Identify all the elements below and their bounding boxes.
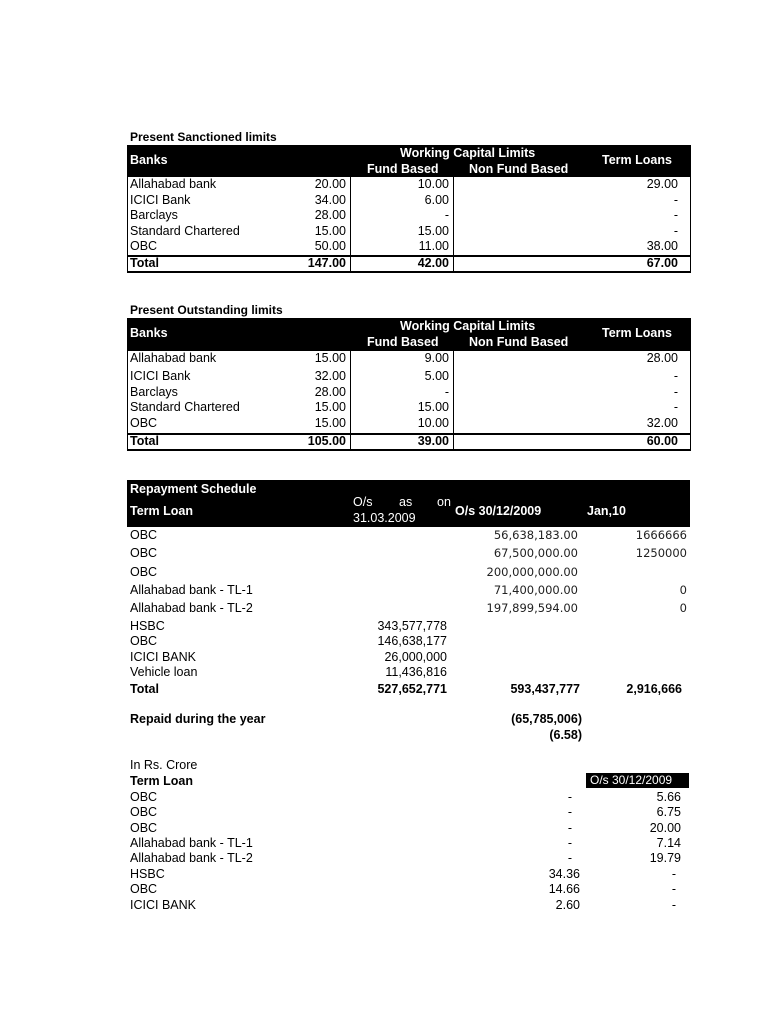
loan-name: OBC xyxy=(130,565,158,579)
col-term-loans: Term Loans xyxy=(602,326,672,340)
term-loan-value: 38.00 xyxy=(646,239,678,253)
col-fund-based: Fund Based xyxy=(367,162,439,176)
os-december-value: 19.79 xyxy=(649,851,681,865)
table-row xyxy=(127,193,689,209)
col-working-capital: Working Capital Limits xyxy=(400,146,536,160)
loan-name: ICICI BANK xyxy=(130,650,196,664)
col-os-label-a: O/s xyxy=(353,495,373,509)
col-non-fund-based: Non Fund Based xyxy=(469,162,569,176)
os-march-value: 11,436,816 xyxy=(385,665,447,679)
table-row xyxy=(130,582,690,598)
fund-based-value: 28.00 xyxy=(314,384,346,399)
loan-name: Allahabad bank - TL-2 xyxy=(130,601,253,615)
os-march-value: 146,638,177 xyxy=(377,634,447,648)
table-row xyxy=(127,369,689,385)
table-row xyxy=(130,649,690,665)
repaid-crore-value: (6.58) xyxy=(549,728,582,742)
non-fund-based-total: 39.00 xyxy=(417,434,449,448)
os-december-value: - xyxy=(671,867,676,881)
loan-name: Allahabad bank - TL-2 xyxy=(130,851,253,865)
term-loan-value: - xyxy=(673,369,678,383)
os-march-value: - xyxy=(567,836,572,850)
os-march-value: - xyxy=(567,821,572,835)
bank-name: ICICI Bank xyxy=(130,369,191,383)
unit-label: In Rs. Crore xyxy=(130,758,198,772)
col-os-december: O/s 30/12/2009 xyxy=(586,773,689,788)
total-row xyxy=(127,256,689,272)
outstanding-table xyxy=(127,318,691,451)
non-fund-based-value: - xyxy=(444,384,449,399)
os-december-value: 7.14 xyxy=(656,836,681,850)
term-loan-value: - xyxy=(673,400,678,414)
bank-name: ICICI Bank xyxy=(130,192,191,207)
loan-name: OBC xyxy=(130,790,158,804)
jan-value: 1250000 xyxy=(635,546,687,560)
term-loan-value: 28.00 xyxy=(646,351,678,365)
non-fund-based-value: 10.00 xyxy=(417,177,449,191)
loan-name: Vehicle loan xyxy=(130,665,198,679)
col-os-label-b: as xyxy=(399,495,413,509)
col-term-loans: Term Loans xyxy=(602,153,672,167)
table-row xyxy=(127,351,689,367)
col-banks: Banks xyxy=(130,326,168,340)
repaid-value: (65,785,006) xyxy=(511,712,582,726)
total-row xyxy=(130,681,690,697)
col-non-fund-based: Non Fund Based xyxy=(469,335,569,349)
os-december-value: 200,000,000.00 xyxy=(486,565,578,579)
sanctioned-table xyxy=(127,145,691,273)
non-fund-based-value: 11.00 xyxy=(418,239,449,253)
fund-based-value: 34.00 xyxy=(314,192,346,207)
outstanding-body xyxy=(127,351,691,451)
loan-name: HSBC xyxy=(130,619,165,633)
bank-name: Standard Chartered xyxy=(130,400,240,414)
col-term-loan: Term Loan xyxy=(130,504,193,518)
unit-row xyxy=(130,757,690,773)
non-fund-based-value: 15.00 xyxy=(417,223,449,238)
total-label: Total xyxy=(130,682,159,696)
table-row xyxy=(127,385,689,401)
fund-based-value: 15.00 xyxy=(314,416,346,430)
jan-value: 0 xyxy=(679,601,687,615)
os-december-value: 6.75 xyxy=(656,805,681,819)
loan-name: HSBC xyxy=(130,867,165,881)
bank-name: Barclays xyxy=(130,208,178,222)
term-loan-value: 32.00 xyxy=(646,416,678,430)
jan-value: 1666666 xyxy=(635,528,687,542)
loan-name: OBC xyxy=(130,546,158,560)
os-march-value: 2.60 xyxy=(555,898,580,912)
non-fund-based-value: 15.00 xyxy=(417,400,449,414)
table-row xyxy=(127,239,689,255)
os-march-value: 26,000,000 xyxy=(384,650,447,664)
fund-based-value: 50.00 xyxy=(314,239,346,253)
table-row xyxy=(130,789,690,805)
table-row xyxy=(130,820,690,836)
term-loan-total: 60.00 xyxy=(646,434,678,448)
crore-header-row xyxy=(130,773,690,789)
col-os-december: O/s 30/12/2009 xyxy=(455,504,542,518)
repaid-row xyxy=(130,711,690,727)
loan-name: OBC xyxy=(130,634,158,648)
sanctioned-body xyxy=(127,177,691,273)
table-row xyxy=(130,866,690,882)
repaid-label: Repaid during the year xyxy=(130,712,266,726)
col-fund-based: Fund Based xyxy=(367,335,439,349)
table-row xyxy=(130,527,690,543)
os-december-value: - xyxy=(671,882,676,896)
os-march-value: 34.36 xyxy=(548,867,580,881)
col-jan: Jan,10 xyxy=(587,504,626,518)
term-loan-value: 29.00 xyxy=(646,177,678,191)
fund-based-value: 32.00 xyxy=(314,369,346,383)
repayment-title: Repayment Schedule xyxy=(130,482,257,496)
loan-name: OBC xyxy=(130,805,158,819)
table-row xyxy=(130,804,690,820)
bank-name: OBC xyxy=(130,239,158,253)
non-fund-based-value: - xyxy=(444,208,449,222)
table-row xyxy=(130,850,690,866)
jan-value: 0 xyxy=(679,583,687,597)
bank-name: Standard Chartered xyxy=(130,223,240,238)
fund-based-value: 28.00 xyxy=(314,208,346,222)
table-row xyxy=(130,618,690,634)
os-march-value: 343,577,778 xyxy=(377,619,447,633)
os-december-total: 593,437,777 xyxy=(510,682,580,696)
table-row xyxy=(130,600,690,616)
col-term-loan: Term Loan xyxy=(130,774,193,788)
non-fund-based-value: 9.00 xyxy=(424,351,449,365)
os-december-value: 67,500,000.00 xyxy=(493,546,578,560)
loan-name: Allahabad bank - TL-1 xyxy=(130,836,253,850)
fund-based-value: 15.00 xyxy=(314,400,346,414)
bank-name: OBC xyxy=(130,416,158,430)
col-os-march-date: 31.03.2009 xyxy=(353,511,416,525)
term-loan-value: - xyxy=(673,208,678,222)
loan-name: Allahabad bank - TL-1 xyxy=(130,583,253,597)
total-label: Total xyxy=(130,256,159,270)
table-row xyxy=(127,208,689,224)
table-row xyxy=(130,564,690,580)
fund-based-value: 15.00 xyxy=(314,351,346,365)
bank-name: Allahabad bank xyxy=(130,177,217,191)
jan-total: 2,916,666 xyxy=(626,682,682,696)
term-loan-value: - xyxy=(673,223,678,238)
repayment-header xyxy=(127,480,690,527)
os-december-value: 5.66 xyxy=(656,790,681,804)
os-december-value: - xyxy=(671,898,676,912)
table-row xyxy=(127,400,689,416)
bank-name: Allahabad bank xyxy=(130,351,217,365)
term-loan-value: - xyxy=(673,384,678,399)
fund-based-value: 15.00 xyxy=(314,223,346,238)
table-row xyxy=(127,177,689,193)
col-os-label-c: on xyxy=(437,495,451,509)
outstanding-header xyxy=(127,318,691,351)
non-fund-based-value: 6.00 xyxy=(424,192,449,207)
term-loan-value: - xyxy=(673,192,678,207)
fund-based-total: 147.00 xyxy=(307,256,346,270)
os-march-total: 527,652,771 xyxy=(377,682,447,696)
table-row xyxy=(130,897,690,913)
loan-name: OBC xyxy=(130,882,158,896)
table-row xyxy=(127,224,689,240)
table-row xyxy=(127,416,689,432)
table-row xyxy=(130,545,690,561)
total-label: Total xyxy=(130,434,159,448)
non-fund-based-value: 5.00 xyxy=(424,369,449,383)
table-row xyxy=(130,835,690,851)
os-march-value: 14.66 xyxy=(548,882,580,896)
total-row xyxy=(127,434,689,450)
fund-based-total: 105.00 xyxy=(307,434,346,448)
outstanding-title: Present Outstanding limits xyxy=(130,303,283,317)
col-working-capital: Working Capital Limits xyxy=(400,319,536,333)
os-march-value: - xyxy=(567,851,572,865)
loan-name: OBC xyxy=(130,528,158,542)
table-row xyxy=(130,633,690,649)
os-march-value: - xyxy=(567,805,572,819)
os-december-value: 56,638,183.00 xyxy=(493,528,578,542)
sanctioned-title: Present Sanctioned limits xyxy=(130,130,277,144)
os-december-value: 20.00 xyxy=(649,821,681,835)
non-fund-based-value: 10.00 xyxy=(417,416,449,430)
os-december-value: 197,899,594.00 xyxy=(486,601,578,615)
col-banks: Banks xyxy=(130,153,168,167)
non-fund-based-total: 42.00 xyxy=(417,256,449,270)
fund-based-value: 20.00 xyxy=(314,177,346,191)
os-december-value: 71,400,000.00 xyxy=(493,583,578,597)
loan-name: ICICI BANK xyxy=(130,898,196,912)
table-row xyxy=(130,664,690,680)
loan-name: OBC xyxy=(130,821,158,835)
repaid-crore-row xyxy=(130,727,690,743)
sanctioned-header xyxy=(127,145,691,177)
bank-name: Barclays xyxy=(130,384,178,399)
term-loan-total: 67.00 xyxy=(646,256,678,270)
table-row xyxy=(130,881,690,897)
os-march-value: - xyxy=(567,790,572,804)
